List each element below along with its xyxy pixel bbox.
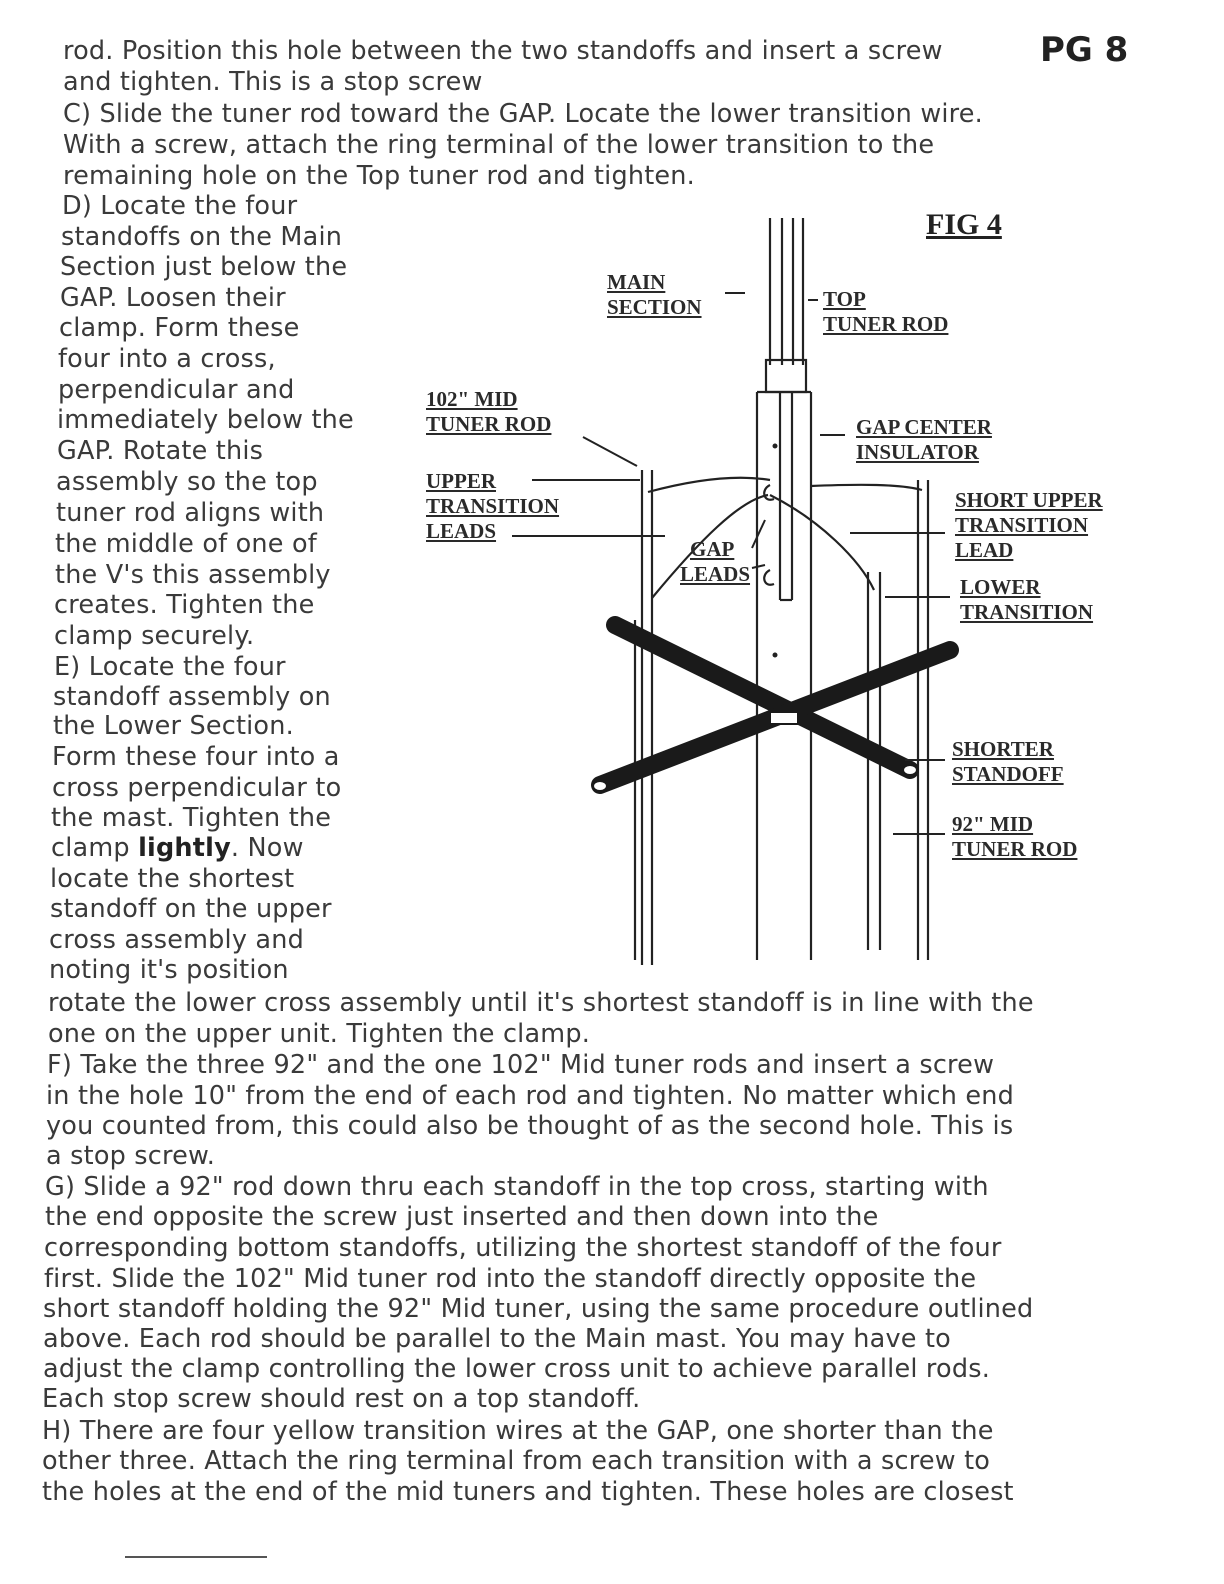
- text-line: clamp securely.: [54, 621, 255, 651]
- text-line: Form these four into a: [52, 742, 340, 772]
- leader-gap-leads: [752, 520, 765, 548]
- label-lower-transition: [960, 575, 1093, 625]
- label-line: TRANSITION: [960, 600, 1094, 624]
- text-line: C) Slide the tuner rod toward the GAP. Locate the lower transition wire.: [63, 99, 983, 129]
- text-line: E) Locate the four: [54, 652, 286, 682]
- page-number: PG 8: [1040, 30, 1129, 70]
- text-line: first. Slide the 102" Mid tuner rod into the standoff directly opposite the: [44, 1264, 977, 1294]
- leader-102-mid: [583, 437, 637, 466]
- short-upper-transition-lead: [811, 485, 922, 490]
- text-line: the middle of one of: [55, 529, 317, 559]
- text-line: locate the shortest: [50, 864, 295, 894]
- text-line: one on the upper unit. Tighten the clamp.: [48, 1019, 591, 1049]
- label-line: 102" MID: [426, 387, 518, 411]
- label-line: TUNER ROD: [426, 412, 552, 436]
- text-line: GAP. Loosen their: [60, 283, 286, 313]
- text-line: With a screw, attach the ring terminal of the lower transition to the: [63, 130, 935, 160]
- leader-gap-leads: [752, 565, 765, 568]
- label-line: LEADS: [426, 519, 497, 543]
- label-line: SHORTER: [952, 737, 1054, 761]
- gap-lead: [764, 570, 774, 585]
- shorter-standoff-end: [903, 765, 917, 775]
- label-line: 92" MID: [952, 812, 1034, 836]
- text-line: the end opposite the screw just inserted and then down into the: [45, 1202, 879, 1232]
- text-line: the holes at the end of the mid tuners and tighten. These holes are closest: [42, 1477, 1014, 1507]
- bold-word-lightly: lightly: [138, 833, 231, 863]
- text-line: D) Locate the four: [62, 191, 298, 221]
- text-line: other three. Attach the ring terminal from each transition with a screw to: [42, 1446, 991, 1476]
- text-line: G) Slide a 92" rod down thru each standoff in the top cross, starting with: [45, 1172, 989, 1202]
- upper-transition-lead: [648, 478, 770, 492]
- label-102-mid-tuner-rod: [426, 387, 551, 437]
- label-line: TRANSITION: [426, 494, 560, 518]
- text-line: the mast. Tighten the: [51, 803, 332, 833]
- text-line: cross assembly and: [49, 925, 304, 955]
- lower-transition-lead: [770, 495, 874, 590]
- label-line: STANDOFF: [952, 762, 1064, 786]
- text-line: Section just below the: [60, 252, 348, 282]
- text-line: the Lower Section.: [53, 711, 294, 741]
- label-short-upper-transition-lead: [955, 488, 1103, 563]
- label-line: TUNER ROD: [823, 312, 949, 336]
- text-line: GAP. Rotate this: [57, 436, 264, 466]
- text-line: cross perpendicular to: [52, 773, 342, 803]
- label-line: INSULATOR: [856, 440, 979, 464]
- text-line: clamp. Form these: [59, 313, 300, 343]
- text-line: assembly so the top: [56, 467, 318, 497]
- label-gap-center-insulator: [856, 415, 992, 465]
- gap-lead: [764, 485, 774, 500]
- upper-clamp: [766, 360, 806, 392]
- text-line: perpendicular and: [58, 375, 295, 405]
- label-line: TRANSITION: [955, 513, 1089, 537]
- text-fragment: clamp: [51, 833, 139, 863]
- standoff-bar: [615, 625, 910, 770]
- label-gap-leads: [680, 537, 750, 587]
- label-line: LEAD: [955, 538, 1014, 562]
- text-line: adjust the clamp controlling the lower cross unit to achieve parallel rods.: [43, 1354, 991, 1384]
- standoff-end: [593, 781, 607, 791]
- label-main-section: [607, 270, 702, 320]
- text-line: corresponding bottom standoffs, utilizing the shortest standoff of the four: [44, 1233, 1002, 1263]
- text-line: noting it's position: [49, 955, 289, 985]
- text-line: standoffs on the Main: [61, 222, 343, 252]
- text-line: immediately below the: [57, 405, 354, 435]
- text-line: a stop screw.: [46, 1141, 216, 1171]
- label-line: SHORT UPPER: [955, 488, 1103, 512]
- label-92-mid-tuner-rod: [952, 812, 1077, 862]
- text-line: Each stop screw should rest on a top standoff.: [42, 1384, 641, 1414]
- label-line: GAP CENTER: [856, 415, 992, 439]
- text-line: four into a cross,: [58, 344, 276, 374]
- text-line: short standoff holding the 92" Mid tuner, using the same procedure outlined: [43, 1294, 1034, 1324]
- text-line: above. Each rod should be parallel to the Main mast. You may have to: [43, 1324, 951, 1354]
- text-line: remaining hole on the Top tuner rod and tighten.: [63, 161, 695, 191]
- text-line: F) Take the three 92" and the one 102" Mid tuner rods and insert a screw: [47, 1050, 995, 1080]
- text-line: creates. Tighten the: [54, 590, 315, 620]
- figure-title: FIG 4: [926, 208, 1002, 241]
- label-upper-transition-leads: [426, 469, 559, 544]
- text-line: standoff assembly on: [53, 682, 331, 712]
- label-line: LOWER: [960, 575, 1041, 599]
- text-line: you counted from, this could also be thought of as the second hole. This is: [46, 1111, 1014, 1141]
- label-line: TUNER ROD: [952, 837, 1078, 861]
- text-line: tuner rod aligns with: [56, 498, 325, 528]
- text-line: standoff on the upper: [50, 894, 332, 924]
- label-line: UPPER: [426, 469, 496, 493]
- text-fragment: . Now: [230, 833, 304, 863]
- bottom-rule: [125, 1556, 267, 1558]
- label-line: SECTION: [607, 295, 702, 319]
- lower-clamp: [770, 712, 798, 724]
- label-top-tuner-rod: [823, 287, 948, 337]
- label-line: LEADS: [680, 562, 751, 586]
- text-line: rotate the lower cross assembly until it's shortest standoff is in line with the: [48, 988, 1034, 1018]
- label-shorter-standoff: [952, 737, 1064, 787]
- text-line: the V's this assembly: [55, 560, 331, 590]
- label-line: GAP: [690, 537, 735, 561]
- label-line: TOP: [823, 287, 866, 311]
- text-line: and tighten. This is a stop screw: [63, 67, 483, 97]
- text-line: in the hole 10" from the end of each rod and tighten. No matter which end: [46, 1081, 1014, 1111]
- label-line: MAIN: [607, 270, 666, 294]
- text-line: H) There are four yellow transition wires at the GAP, one shorter than the: [42, 1416, 994, 1446]
- text-line: rod. Position this hole between the two standoffs and insert a screw: [63, 36, 943, 66]
